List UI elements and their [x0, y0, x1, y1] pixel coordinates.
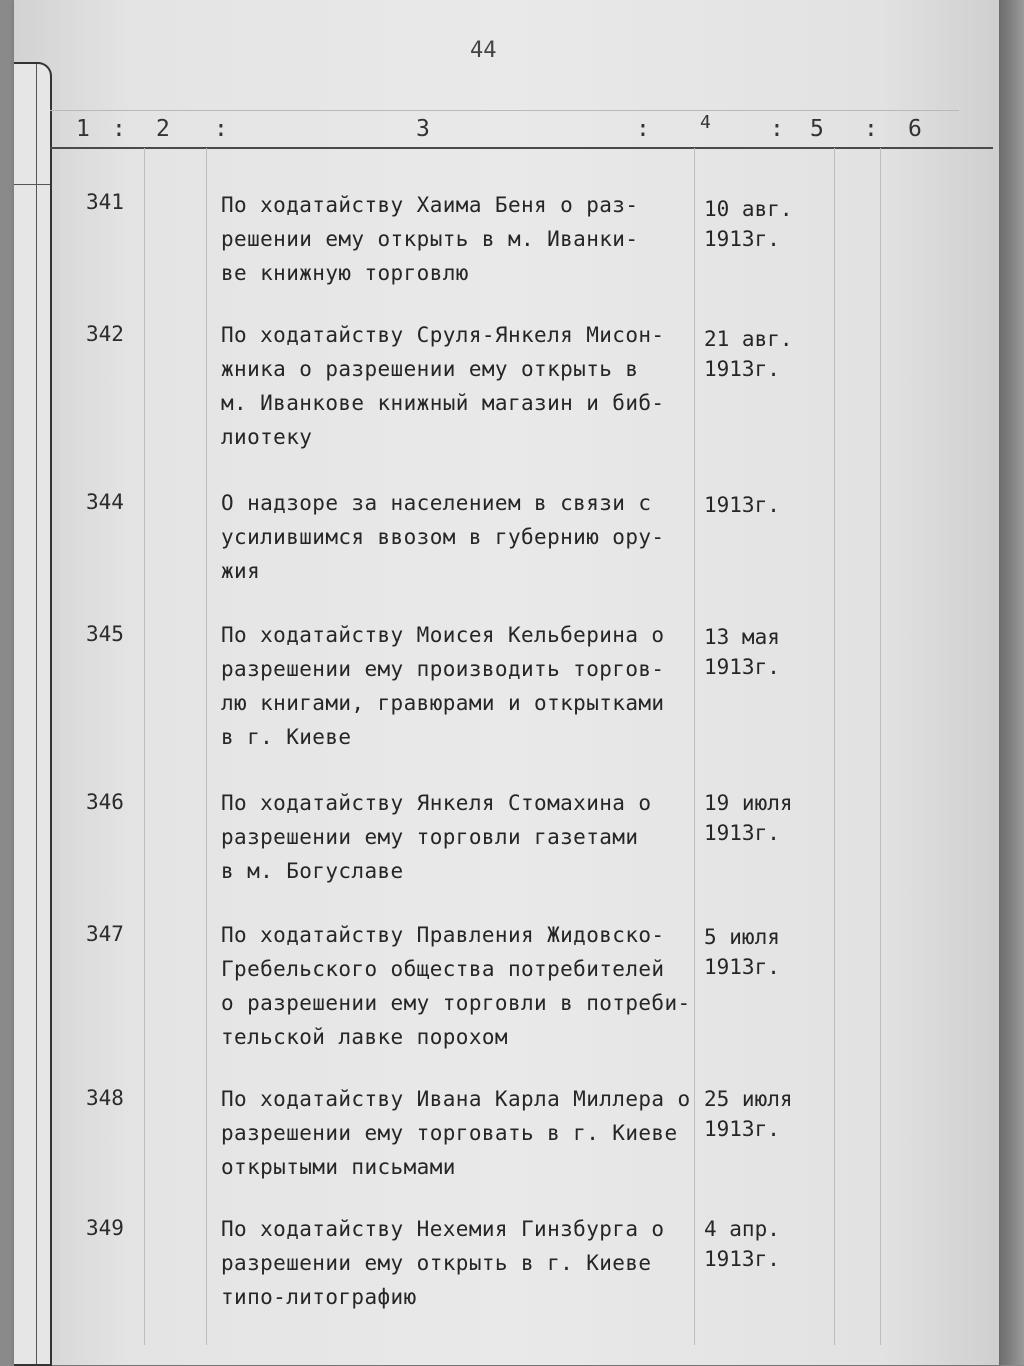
- entry-number: 345: [86, 622, 124, 646]
- entry-description: По ходатайству Сруля-Янкеля Мисон- жника о разрешении ему открыть в м. Иванкове книжный магазин и биб- лиотеку: [221, 323, 665, 449]
- entry-number: 348: [86, 1086, 124, 1110]
- page-number: 44: [470, 38, 497, 63]
- entry-description: О надзоре за населением в связи с усилившимся ввозом в губернию ору- жия: [221, 491, 665, 583]
- binding-line: [36, 64, 37, 1364]
- entry-number: 342: [86, 322, 124, 346]
- entry-number: 347: [86, 922, 124, 946]
- column-separator: :: [112, 116, 126, 142]
- column-separator: :: [636, 116, 650, 142]
- column-separator: :: [864, 116, 878, 142]
- binding-strip: [14, 62, 52, 1366]
- column-rule: [834, 148, 835, 1345]
- entry-description: По ходатайству Моисея Кельберина о разрешении ему производить торгов- лю книгами, гравюрами и открытками в г. Киеве: [221, 623, 665, 749]
- entry-date: 10 авг. 1913г.: [704, 197, 793, 251]
- header-rule: [50, 147, 993, 149]
- column-rule: [206, 148, 207, 1345]
- entry-date: 13 мая 1913г.: [704, 625, 780, 679]
- column-header-3: 3: [416, 116, 430, 142]
- column-separator: :: [770, 116, 784, 142]
- column-rule: [880, 148, 881, 1345]
- header-top-rule: [50, 110, 959, 111]
- entry-number: 346: [86, 790, 124, 814]
- entry-date: 4 апр. 1913г.: [704, 1217, 780, 1271]
- page-edge-shadow: [999, 0, 1024, 1365]
- column-rule: [144, 148, 145, 1345]
- entry-date: 5 июля 1913г.: [704, 925, 780, 979]
- entry-date: 25 июля 1913г.: [704, 1087, 793, 1141]
- entry-date: 21 авг. 1913г.: [704, 327, 793, 381]
- entry-number: 349: [86, 1216, 124, 1240]
- column-header-4: 4: [700, 112, 711, 133]
- entry-description: По ходатайству Янкеля Стомахина о разрешении ему торговли газетами в м. Богуславе: [221, 791, 652, 883]
- document-page: [14, 0, 999, 1365]
- entry-number: 344: [86, 490, 124, 514]
- entry-date: 19 июля 1913г.: [704, 791, 793, 845]
- entry-description: По ходатайству Нехемия Гинзбурга о разрешении ему открыть в г. Киеве типо-литографию: [221, 1217, 665, 1309]
- entry-date: 1913г.: [704, 493, 780, 517]
- column-header-2: 2: [156, 116, 170, 142]
- column-separator: :: [214, 116, 228, 142]
- column-header-6: 6: [908, 116, 922, 142]
- binding-divider: [14, 184, 50, 185]
- entry-number: 341: [86, 190, 124, 214]
- column-header-5: 5: [810, 116, 824, 142]
- entry-description: По ходатайству Правления Жидовско- Гребельского общества потребителей о разрешении ему торговли в потреби- тельской лавке порохом: [221, 923, 691, 1049]
- entry-description: По ходатайству Хаима Беня о раз- решении ему открыть в м. Иванки- ве книжную торговлю: [221, 193, 639, 285]
- column-header-1: 1: [76, 116, 90, 142]
- entry-description: По ходатайству Ивана Карла Миллера о разрешении ему торговать в г. Киеве открытыми письмами: [221, 1087, 691, 1179]
